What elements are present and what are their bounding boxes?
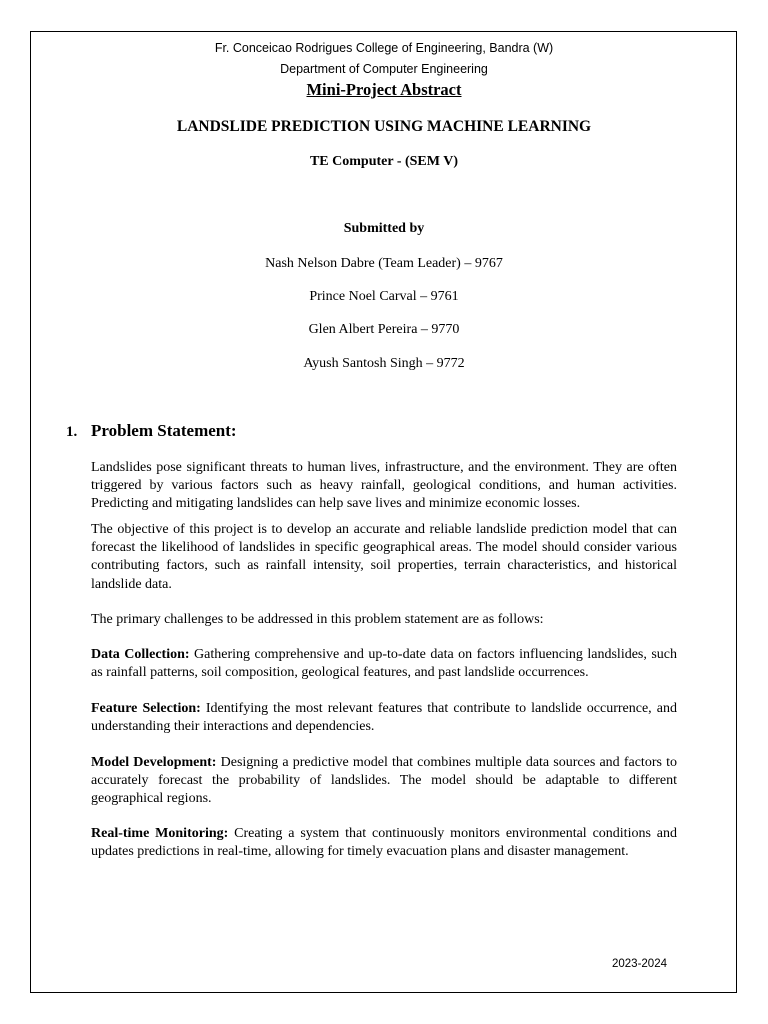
challenge-term: Feature Selection: — [91, 701, 201, 716]
project-title: LANDSLIDE PREDICTION USING MACHINE LEARNING — [176, 118, 592, 135]
section-number: 1. — [66, 424, 78, 440]
class-semester: TE Computer - (SEM V) — [309, 154, 459, 169]
section-title: Problem Statement: — [91, 421, 237, 440]
challenge-text: Designing a predictive model that combines multiple data sources and factors to accurately forecast the probability of landslides. The model should be adaptable to different geographical regions. — [91, 755, 677, 807]
academic-year: 2023-2024 — [612, 958, 667, 970]
challenge-model-development — [91, 754, 677, 809]
challenge-term: Data Collection: — [91, 647, 190, 662]
challenge-data-collection — [91, 646, 677, 682]
college-name: Fr. Conceicao Rodrigues College of Engineering, Bandra (W) — [214, 41, 554, 55]
department-name: Department of Computer Engineering — [280, 62, 488, 76]
team-member: Ayush Santosh Singh – 9772 — [303, 356, 465, 371]
problem-paragraph-2: The objective of this project is to develop an accurate and reliable landslide prediction model that can forecast the likelihood of landslides in specific geographical areas. The model should consider various contributing factors, such as rainfall intensity, soil properties, terrain characteristics, and historical landslide data. — [91, 522, 677, 592]
team-member: Nash Nelson Dabre (Team Leader) – 9767 — [265, 256, 503, 271]
challenge-term: Model Development: — [91, 755, 217, 770]
document-type-heading: Mini-Project Abstract — [306, 80, 462, 99]
submitted-by-heading: Submitted by — [343, 221, 425, 236]
challenge-feature-selection — [91, 700, 677, 736]
challenge-text: Identifying the most relevant features that contribute to landslide occurrence, and understanding their interactions and dependencies. — [91, 701, 677, 735]
challenges-intro: The primary challenges to be addressed in this problem statement are as follows: — [91, 612, 544, 627]
problem-paragraph-1: Landslides pose significant threats to human lives, infrastructure, and the environment. They are often triggered by various factors such as heavy rainfall, geological conditions, and human activities. Predicting and mitigating landslides can help save lives and minimize economic losses. — [91, 460, 677, 512]
challenge-real-time-monitoring — [91, 825, 677, 861]
team-member: Prince Noel Carval – 9761 — [309, 289, 459, 304]
challenge-text: Creating a system that continuously monitors environmental conditions and updates predictions in real-time, allowing for timely evacuation plans and disaster management. — [91, 826, 677, 860]
challenge-term: Real-time Monitoring: — [91, 826, 229, 841]
challenge-text: Gathering comprehensive and up-to-date data on factors influencing landslides, such as rainfall patterns, soil composition, geological features, and past landslide occurrences. — [91, 647, 677, 681]
team-member: Glen Albert Pereira – 9770 — [308, 322, 460, 337]
